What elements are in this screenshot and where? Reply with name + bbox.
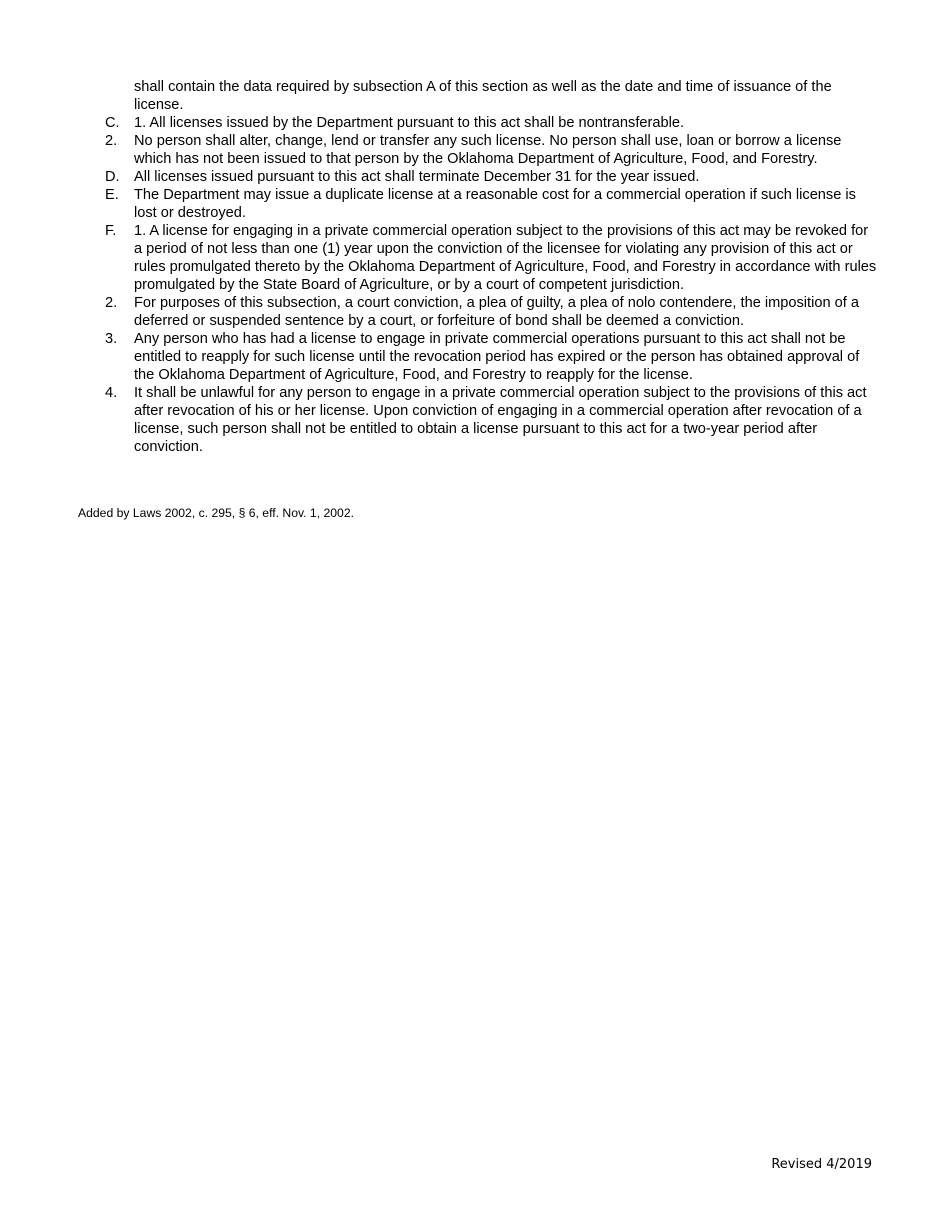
item-text: No person shall alter, change, lend or transfer any such license. No person shall use, loan or borrow a license which has not been issued to that person by the Oklahoma Department of Agriculture, Food, and Forestry.	[134, 133, 842, 167]
item-text: The Department may issue a duplicate license at a reasonable cost for a commercial operation if such license is lost or destroyed.	[134, 187, 856, 221]
list-item	[105, 294, 880, 330]
list-item	[105, 222, 880, 294]
list-item	[105, 168, 880, 186]
revised-date-footer: Revised 4/2019	[771, 1157, 872, 1172]
item-marker: 2.	[105, 295, 118, 311]
item-marker: 3.	[105, 331, 118, 347]
item-text: Any person who has had a license to engage in private commercial operations pursuant to this act shall not be entitled to reapply for such license until the revocation period has expired or the person has obtained approval of the Oklahoma Department of Agriculture, Food, and Forestry to reapply for the license.	[134, 331, 860, 383]
item-text: 1. A license for engaging in a private commercial operation subject to the provisions of this act may be revoked for a period of not less than one (1) year upon the conviction of the licensee for violating any provision of this act or rules promulgated thereto by the Oklahoma Department of Agriculture, Food, and Forestry in accordance with rules promulgated by the State Board of Agriculture, or by a court of competent jurisdiction.	[134, 223, 877, 293]
statute-body	[105, 78, 880, 456]
item-text: It shall be unlawful for any person to engage in a private commercial operation subject to the provisions of this act after revocation of his or her license. Upon conviction of engaging in a commercial operation after revocation of a license, such person shall not be entitled to obtain a license pursuant to this act for a two-year period after conviction.	[134, 385, 867, 455]
list-item	[105, 384, 880, 456]
item-marker: 2.	[105, 133, 118, 149]
item-marker: F.	[105, 223, 117, 239]
list-item	[105, 132, 880, 168]
item-marker: E.	[105, 187, 119, 203]
history-note: Added by Laws 2002, c. 295, § 6, eff. Nov. 1, 2002.	[78, 506, 354, 520]
list-item	[105, 114, 880, 132]
list-item	[105, 330, 880, 384]
item-marker: D.	[105, 169, 120, 185]
intro-continuation: shall contain the data required by subsection A of this section as well as the date and time of issuance of the license.	[134, 79, 832, 113]
item-marker: 4.	[105, 385, 118, 401]
item-text: 1. All licenses issued by the Department pursuant to this act shall be nontransferable.	[134, 115, 685, 131]
item-text: All licenses issued pursuant to this act shall terminate December 31 for the year issued.	[134, 169, 700, 185]
item-text: For purposes of this subsection, a court conviction, a plea of guilty, a plea of nolo contendere, the imposition of a deferred or suspended sentence by a court, or forfeiture of bond shall be deemed a conviction.	[134, 295, 859, 329]
list-item	[105, 186, 880, 222]
item-marker: C.	[105, 115, 120, 131]
